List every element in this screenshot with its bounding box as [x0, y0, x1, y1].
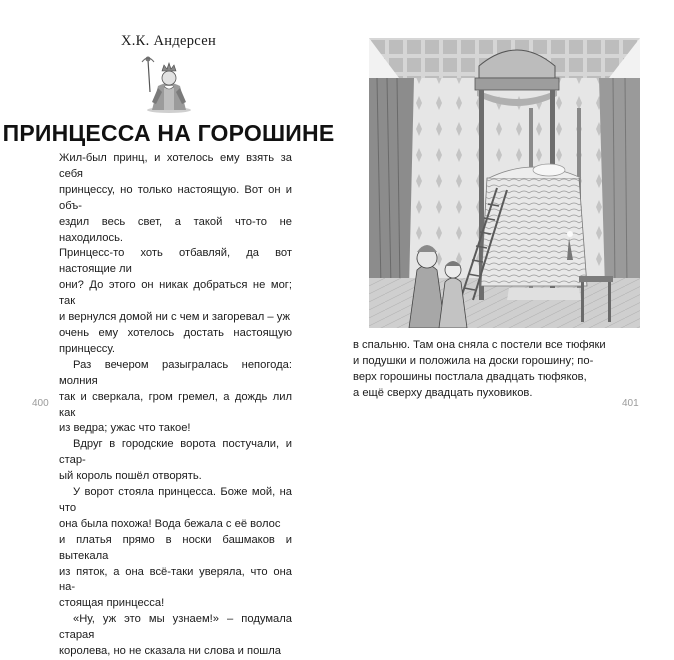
text-line: Раз вечером разыгралась непогода: молния	[59, 358, 292, 387]
author-name: Х.К. Андерсен	[120, 33, 217, 49]
bedroom-illustration	[369, 38, 640, 328]
page-number-left: 400	[32, 398, 49, 409]
story-text-left	[59, 151, 292, 660]
text-line: и вернулся домой ни с чем и загоревал – уж	[59, 311, 290, 324]
story-title: ПРИНЦЕССА НА ГОРОШИНЕ	[2, 120, 335, 146]
text-line: Жил-был принц, и хотелось ему взять за себя	[59, 152, 292, 180]
text-line: и платья прямо в носки башмаков и вытекала	[59, 533, 292, 562]
text-line: так и сверкала, гром гремел, а дождь лил как	[59, 390, 292, 419]
text-line: и подушки и положила на доски горошину; по-	[353, 354, 594, 367]
text-line: в спальню. Там она сняла с постели все тюфяки	[353, 339, 606, 351]
text-line: очень ему хотелось достать настоящую принцессу.	[59, 326, 292, 355]
text-line: Принцесс-то хоть отбавляй, да вот настоящие ли	[59, 247, 292, 276]
text-line: стоящая принцесса!	[59, 597, 165, 610]
left-page	[0, 0, 337, 658]
text-line: «Ну, уж это мы узнаем!» – подумала старая	[59, 613, 292, 642]
page-number-right: 401	[622, 398, 639, 409]
king-vignette-illustration	[138, 52, 200, 114]
text-line: королева, но не сказала ни слова и пошла	[59, 645, 282, 658]
text-line: они? До этого он никак добраться не мог; так	[59, 279, 292, 308]
text-line: Вдруг в городские ворота постучали, и стар-	[59, 438, 292, 467]
text-line: из ведра; ужас что такое!	[59, 422, 191, 435]
text-line: она была похожа! Вода бежала с её волос	[59, 517, 281, 530]
text-line: верх горошины постлала двадцать тюфяков,	[353, 370, 587, 383]
text-line: ый король пошёл отворять.	[59, 470, 202, 483]
text-line: из пяток, а она всё-таки уверяла, что она на-	[59, 565, 292, 594]
story-text-right	[353, 338, 626, 402]
right-page	[337, 0, 674, 429]
text-line: У ворот стояла принцесса. Боже мой, на что	[59, 486, 292, 514]
text-line: ездил весь свет, а такой что-то не находилось.	[59, 215, 292, 244]
text-line: а ещё сверху двадцать пуховиков.	[353, 386, 533, 399]
text-line: принцессу, но только настоящую. Вот он и объ-	[59, 183, 292, 212]
